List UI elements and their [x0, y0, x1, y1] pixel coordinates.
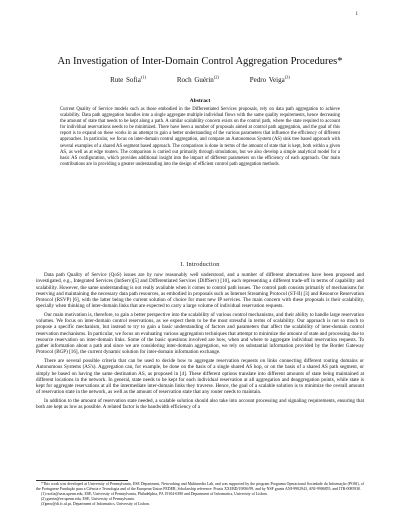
footnote: *This work was developed at University of Pennsylvania, ESE Department, Networking and Multimedia Lab, and was supported by the program Programa Operacional Sociedade da Informação (POSI), of the Portuguese Fundação para a Ciência e Tecnologia and of the European Union FEDER, Scholarship reference: Praxis XXI/BD/19836/99, and by NSF grants ANI-9902943, ANI-9906855, and ITR-0085930.	[36, 482, 364, 491]
author: Pedro Veiga$^{(3)}$	[249, 75, 290, 85]
author-list	[0, 75, 400, 84]
author: Rute Sofia$^{(1)}$	[110, 75, 147, 85]
page-number: 1	[355, 12, 358, 17]
section-heading: I. Introduction	[180, 262, 220, 268]
footnote: (2) guerin@ee.upenn.edu, ESE, University of Pennsylvania.	[41, 496, 135, 501]
paragraph: In addition to the amount of reservation state needed, a scalable solution should also take into account processing and signaling requirements, ensuring that both are kept as low as possible. A related factor is the bandwidth efficiency of a	[36, 397, 364, 411]
paragraph: Data path Quality of Service (QoS) issues are by now reasonably well understood, and a number of different alternatives have been proposed and investigated, e.g., Integrated Services (IntServ)[5] and Differentiated Services (DiffServ) [10], each representing a different trade-off in terms of capability and scalability. However, the same understanding is not really available when it comes to control path issues. The control path consists primarily of mechanisms for reserving and maintaining the necessary data path resources, as embodied in proposals such as Internet Streaming Protocol (ST-II) [3] and Resource Reservation Protocol (RSVP) [6], with the latter being the current solution of choice for most new IP services. The main concern with these proposals is their scalability, specially when thinking of inter-domain links that are expected to carry a large volume of individual reservation requests.	[36, 272, 364, 310]
footnote: (1) rsofia@seas.upenn.edu, ESE, University of Pennsylvania, Philadelphia, PA 19104-6390 and Department of Informatics, University of Lisbon.	[41, 491, 268, 496]
paragraph: Our main motivation is, therefore, to gain a better perspective into the scalability of various control mechanisms, and their ability to handle large reservation volumes. We focus on inter-domain control reservations, as we expect them to be the most stressful in terms of scalability. Our approach is not so much to propose a specific mechanism, but instead to try to gain a basic understanding of factors and parameters that affect the scalability of inter-domain control reservation mechanisms. In particular, we focus on evaluating various aggregation techniques that attempt to minimize the amount of state and processing due to resource reservation on inter-domain links. Some of the basic questions involved are how, when and where to aggregate individual reservation requests. To gather information about a path and since we are considering inter-domain aggregation, we rely on substantial information provided by the Border Gateway Protocol (BGP) [16], the current dynamic solution for inter-domain information exchange.	[36, 311, 364, 356]
footnote: (3)pmv@di.fc.ul.pt, Department of Informatics, University of Lisbon.	[41, 501, 150, 506]
footnote-divider	[36, 480, 128, 481]
author: Roch Guérin$^{(2)}$	[176, 75, 220, 85]
abstract-heading: Abstract	[189, 98, 211, 104]
footnotes	[36, 482, 364, 507]
abstract-text: Current Quality of Service models such as those embodied in the Differentiated Services proposals, rely on data path aggregation to achieve scalability. Data path aggregation bundles into a single aggregate multiple individual flows with the same quality requirements, hence decreasing the amount of state that needs to be kept along a path. A similar scalability concern exists on the control path, where the state required to account for individual reservations needs to be minimized. There have been a number of proposals aimed at control path aggregation, and the goal of this report is to expand on these works in an attempt to gain a better understanding of the various parameters that influence the efficiency of different approaches. In particular, we focus on inter-domain control aggregation, and compare an Autonomous System (AS) sink tree based approach with several examples of a shared AS segment based approach. The comparison is done in terms of the amount of state that is kept, both within a given AS, as well as at edge routers. The comparison is carried out primarily through simulations, but we also develop a simple analytical model for a basic AS configuration, which provides additional insight into the impact of different parameters on the efficiency of each approach. Our main contributions are in providing a greater understanding into the design of efficient control path aggregation methods.	[60, 107, 340, 167]
paper-title: An Investigation of Inter-Domain Control Aggregation Procedures*	[57, 56, 343, 67]
paragraph: There are several possible criteria that can be used to decide how to aggregate reservation requests on links connecting different routing domains or Autonomous Systems (AS's). Aggregation can, for example, be done on the basis of a single shared AS hop, or on the basis of a shared AS path segment, or simply be based on having the same destination AS, as proposed in [4]. These different options translate into different amounts of state being maintained at different locations in the network. In general, state needs to be kept for each individual reservation at all aggregation and deaggregation points, while state is kept for aggregate reservations at all the intermediate inter-domain links they traverse. Hence, the goal of a scalable solution is to minimize the overall amount of reservation state in the network, as well as the amount of reservation state that any router needs to maintain.	[36, 358, 364, 396]
body-text	[36, 272, 364, 413]
